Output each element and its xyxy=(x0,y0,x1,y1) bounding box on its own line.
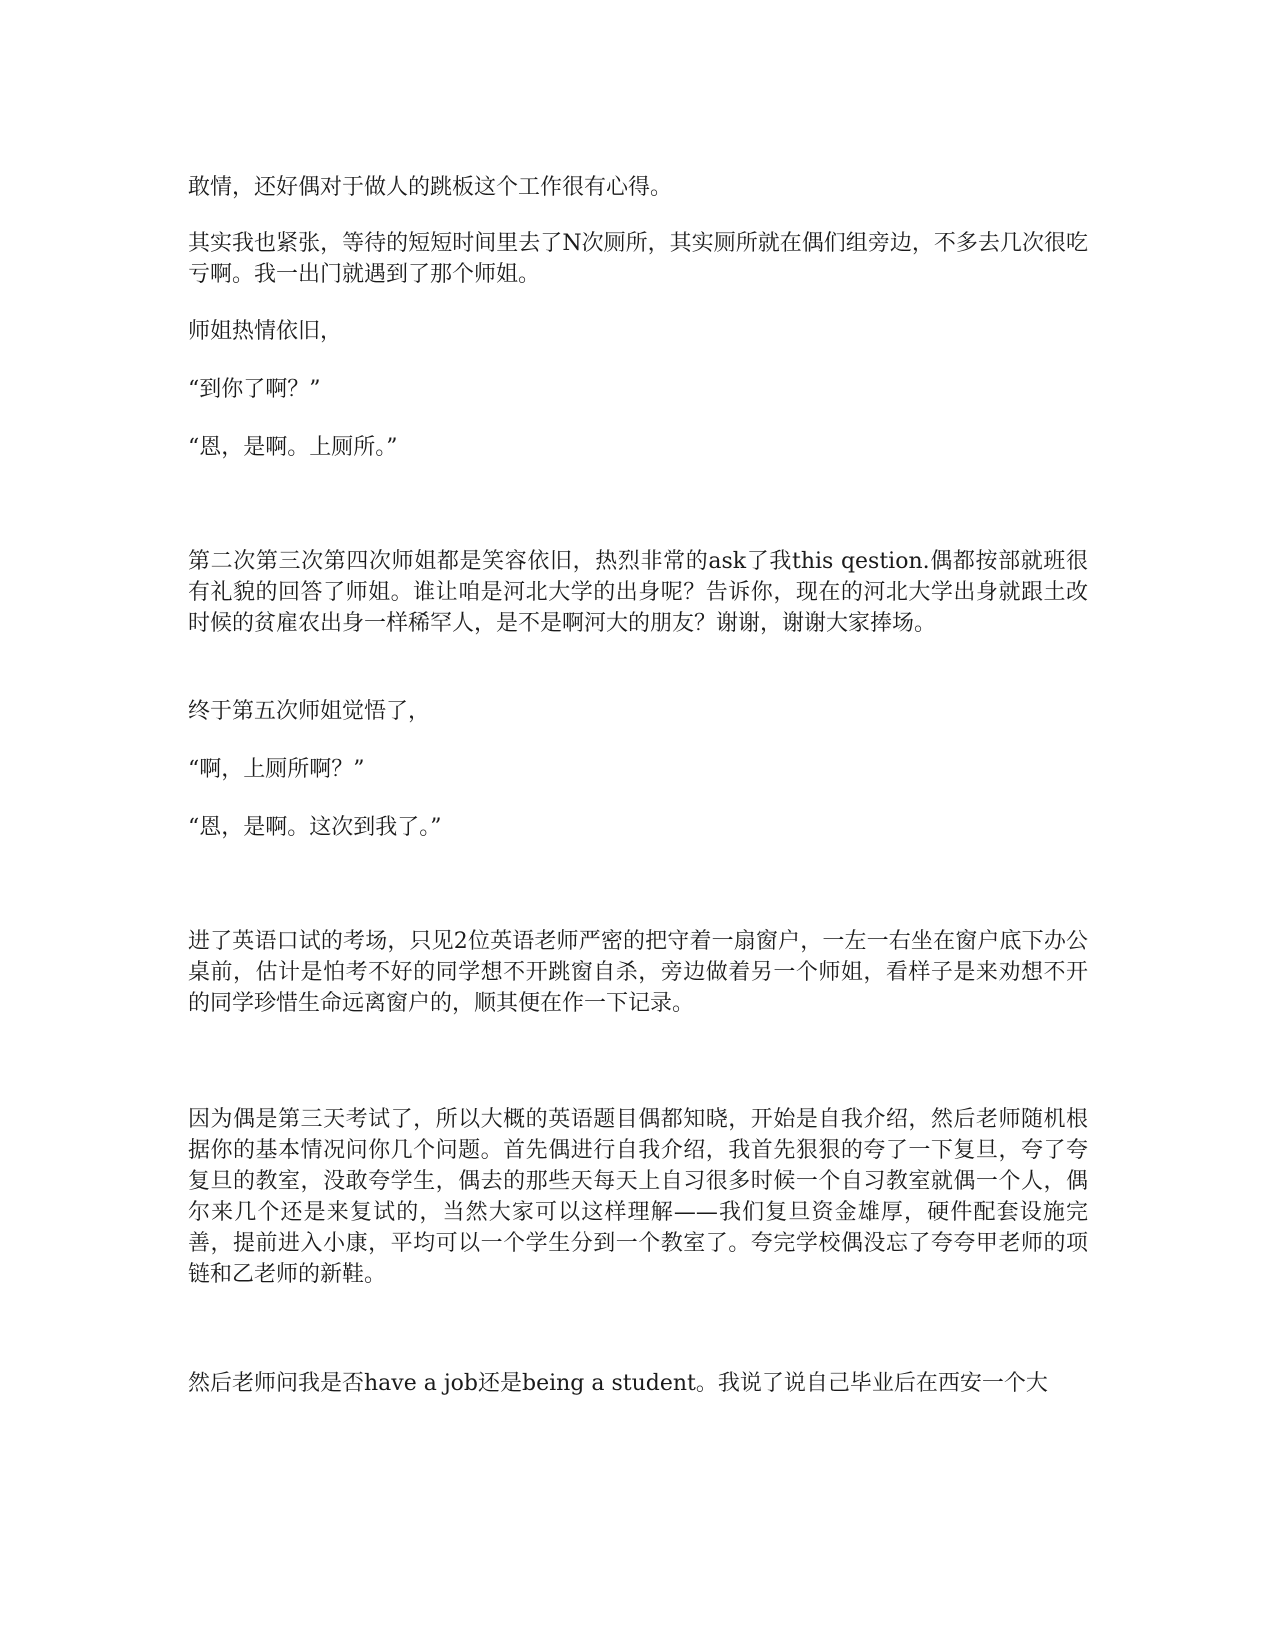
paragraph-5: “恩，是啊。上厕所。” xyxy=(188,435,398,460)
paragraph-6: 第二次第三次第四次师姐都是笑容依旧，热烈非常的ask了我this qestion.偶都按部就班很有礼貌的回答了师姐。谁让咱是河北大学的出身呢？告诉你，现在的河北大学出身就跟土改时候的贫雇农出身一样稀罕人，是不是啊河大的朋友？谢谢，谢谢大家捧场。 xyxy=(188,549,1088,636)
paragraph-2: 其实我也紧张，等待的短短时间里去了N次厕所，其实厕所就在偶们组旁边，不多去几次很吃亏啊。我一出门就遇到了那个师姐。 xyxy=(188,231,1088,287)
paragraph-12: 然后老师问我是否have a job还是being a student。我说了说自己毕业后在西安一个大 xyxy=(188,1371,1048,1396)
paragraph-3: 师姐热情依旧， xyxy=(188,319,343,344)
paragraph-7: 终于第五次师姐觉悟了， xyxy=(188,699,431,724)
paragraph-11: 因为偶是第三天考试了，所以大概的英语题目偶都知晓，开始是自我介绍，然后老师随机根据你的基本情况问你几个问题。首先偶进行自我介绍，我首先狠狠的夸了一下复旦，夸了夸复旦的教室，没敢夸学生，偶去的那些天每天上自习很多时候一个自习教室就偶一个人，偶尔来几个还是来复试的，当然大家可以这样理解——我们复旦资金雄厚，硬件配套设施完善，提前进入小康，平均可以一个学生分到一个教室了。夸完学校偶没忘了夸夸甲老师的项链和乙老师的新鞋。 xyxy=(188,1107,1088,1287)
paragraph-10: 进了英语口试的考场，只见2位英语老师严密的把守着一扇窗户，一左一右坐在窗户底下办公桌前，估计是怕考不好的同学想不开跳窗自杀，旁边做着另一个师姐，看样子是来劝想不开的同学珍惜生命远离窗户的，顺其便在作一下记录。 xyxy=(188,929,1088,1016)
paragraph-9: “恩，是啊。这次到我了。” xyxy=(188,815,442,840)
paragraph-4: “到你了啊？” xyxy=(188,377,321,402)
paragraph-8: “啊，上厕所啊？” xyxy=(188,757,365,782)
paragraph-1: 敢情，还好偶对于做人的跳板这个工作很有心得。 xyxy=(188,175,673,200)
